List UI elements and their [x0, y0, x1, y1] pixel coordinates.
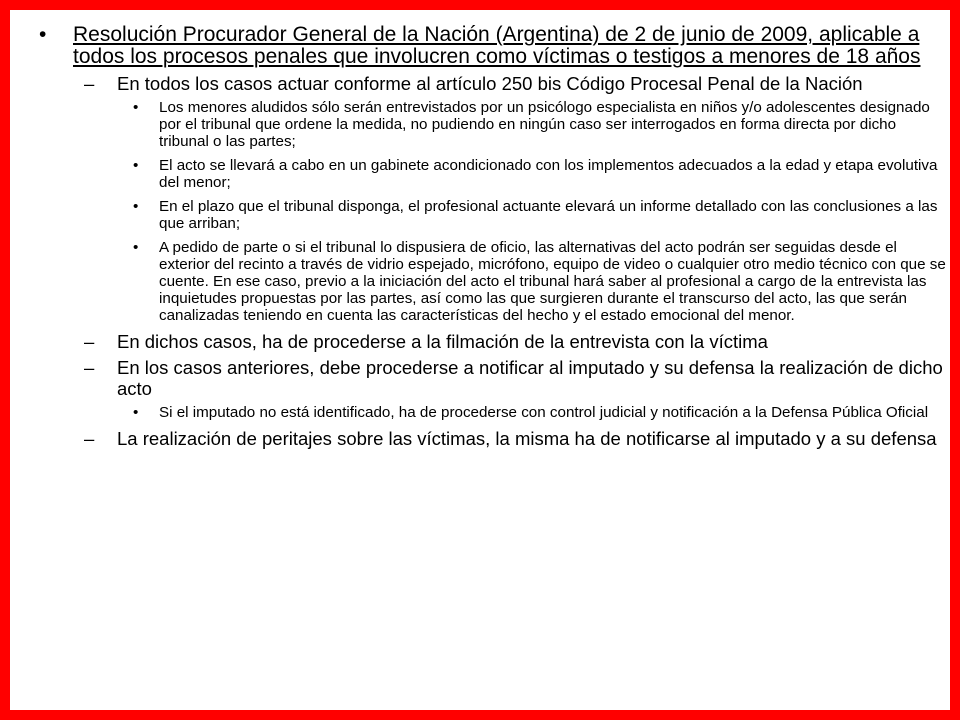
point-1-text: En todos los casos actuar conforme al artículo 250 bis Código Procesal Penal de la Nación: [117, 73, 863, 94]
point-1-subitem-1: [32, 99, 950, 150]
point-1-subitem-3: [32, 198, 950, 232]
point-4: [32, 428, 950, 449]
point-3-text: En los casos anteriores, debe procederse a notificar al imputado y su defensa la realización de dicho acto: [117, 357, 943, 399]
bullet-icon: •: [133, 157, 139, 174]
main-bullet-title: [32, 24, 950, 68]
resolution-title: Resolución Procurador General de la Nación (Argentina) de 2 de junio de 2009, aplicable a todos los procesos penales que involucren como víctimas o testigos a menores de 18 años: [73, 23, 921, 68]
point-3-subitem-1: [32, 404, 950, 421]
point-1-subitem-4: [32, 239, 950, 324]
slide-content: [32, 24, 950, 454]
subitem-text: Si el imputado no está identificado, ha de procederse con control judicial y notificación a la Defensa Pública Oficial: [159, 404, 929, 421]
dash-icon: –: [84, 428, 95, 449]
bullet-icon: •: [133, 99, 139, 116]
bullet-icon: •: [133, 239, 139, 256]
dash-icon: –: [84, 331, 95, 352]
subitem-text: En el plazo que el tribunal disponga, el profesional actuante elevará un informe detallado con las conclusiones a las que arriban;: [159, 198, 938, 232]
bullet-icon: •: [133, 404, 139, 421]
subitem-text: A pedido de parte o si el tribunal lo dispusiera de oficio, las alternativas del acto podrán ser seguidas desde el exterior del recinto a través de vidrio espejado, micrófono, equipo de video o cualquier otro medio técnico con que se cuente. En ese caso, previo a la iniciación del acto el tribunal hará saber al profesional a cargo de la entrevista las inquietudes propuestas por las partes, así como las que surgieren durante el transcurso del acto, las que serán canalizadas teniendo en cuenta las características del hecho y el estado emocional del menor.: [159, 239, 946, 324]
point-1: [32, 73, 950, 94]
point-2: [32, 331, 950, 352]
subitem-text: El acto se llevará a cabo en un gabinete acondicionado con los implementos adecuados a la edad y etapa evolutiva del menor;: [159, 157, 938, 191]
bullet-icon: •: [133, 198, 139, 215]
point-2-text: En dichos casos, ha de procederse a la filmación de la entrevista con la víctima: [117, 331, 768, 352]
point-3: [32, 357, 950, 399]
subitem-text: Los menores aludidos sólo serán entrevistados por un psicólogo especialista en niños y/o adolescentes designado por el tribunal que ordene la medida, no pudiendo en ningún caso ser interrogados en forma directa por dicho tribunal o las partes;: [159, 99, 930, 150]
point-1-subitem-2: [32, 157, 950, 191]
point-4-text: La realización de peritajes sobre las víctimas, la misma ha de notificarse al imputado y a su defensa: [117, 428, 937, 449]
dash-icon: –: [84, 357, 95, 378]
bullet-icon: •: [39, 23, 47, 46]
dash-icon: –: [84, 73, 95, 94]
